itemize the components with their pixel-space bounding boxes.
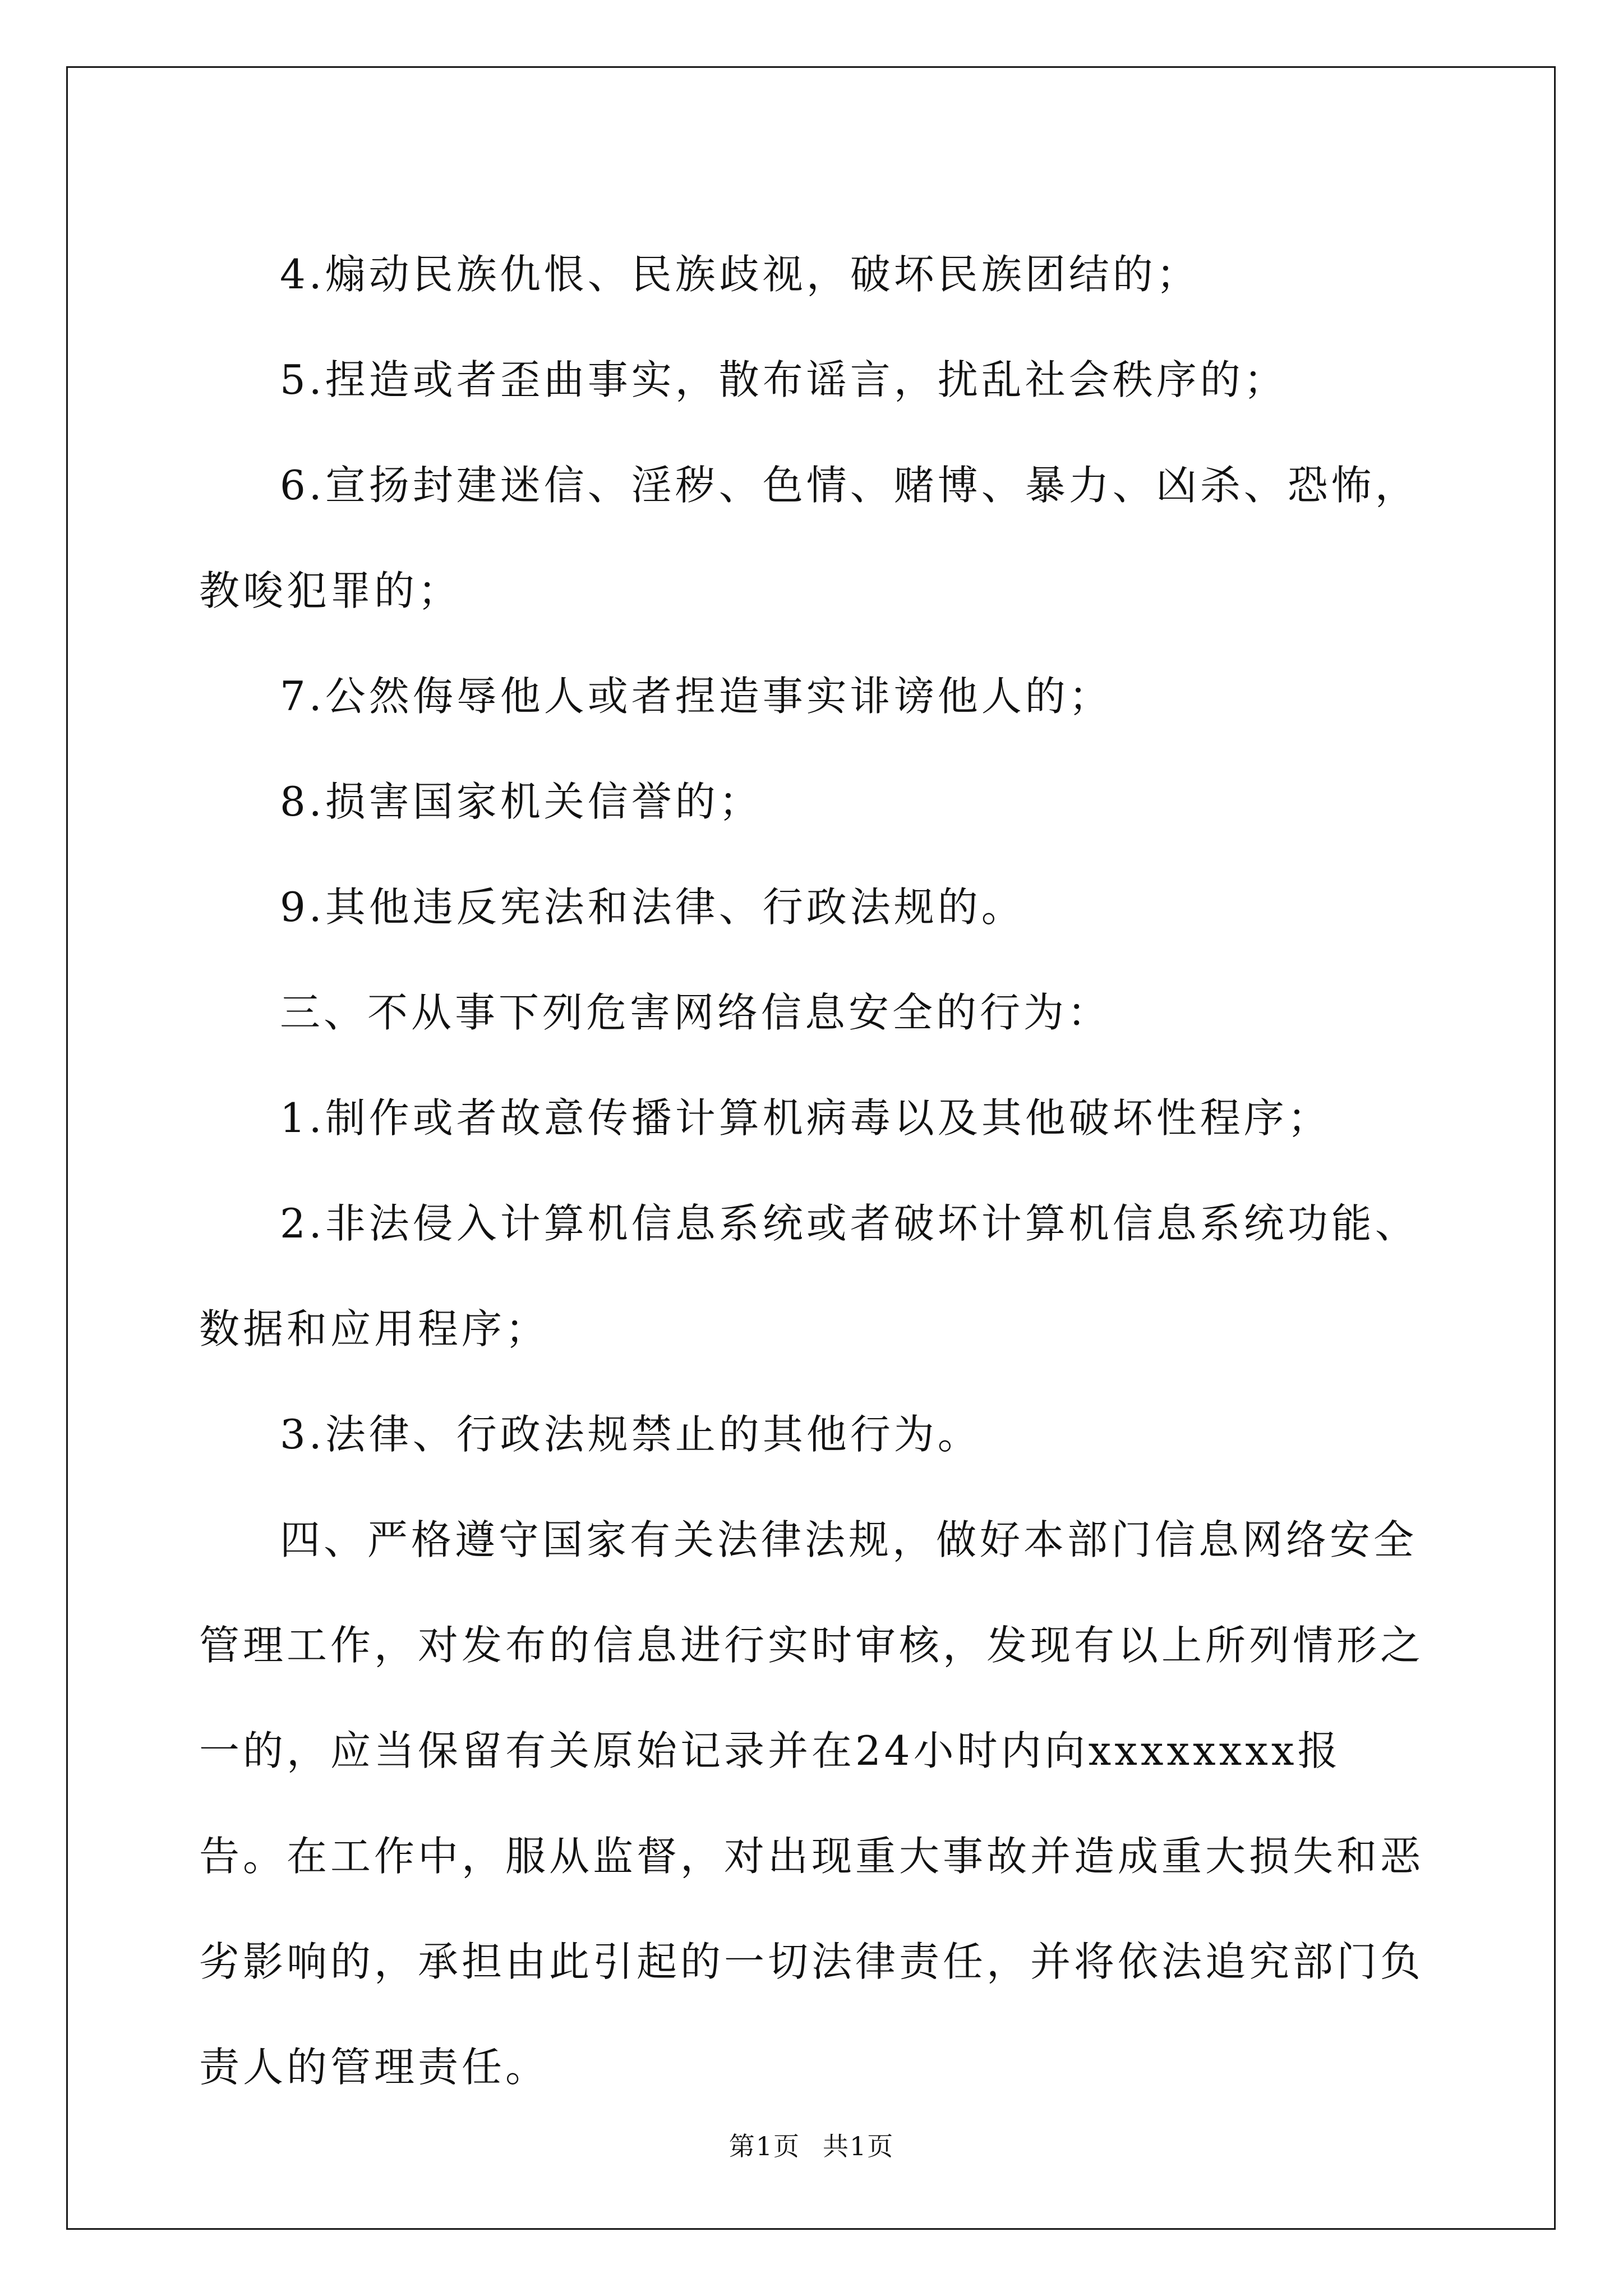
paragraph-item-2: 2.非法侵入计算机信息系统或者破坏计算机信息系统功能、数据和应用程序； — [199, 1200, 1419, 1352]
paragraph-item-3: 3.法律、行政法规禁止的其他行为。 — [280, 1411, 981, 1458]
section-four-paragraph: 四、严格遵守国家有关法律法规，做好本部门信息网络安全管理工作，对发布的信息进行实时审核，发现有以上所列情形之一的，应当保留有关原始记录并在24小时内向xxxxxxxx报告。在工作中，服从监督，对出现重大事故并造成重大损失和恶劣影响的，承担由此引起的一切法律责任，并将依法追究部门负责人的管理责任。 — [199, 1516, 1424, 2091]
paragraph-item-7: 7.公然侮辱他人或者捏造事实诽谤他人的； — [280, 673, 1113, 720]
paragraph-item-5: 5.捏造或者歪曲事实，散布谣言，扰乱社会秩序的； — [280, 356, 1288, 403]
paragraph-item-9: 9.其他违反宪法和法律、行政法规的。 — [280, 884, 1025, 931]
page-total-label: 共1页 — [823, 2131, 895, 2161]
paragraph-item-1: 1.制作或者故意传播计算机病毒以及其他破坏性程序； — [280, 1094, 1331, 1142]
paragraph-item-4: 4.煽动民族仇恨、民族歧视，破坏民族团结的； — [280, 251, 1200, 298]
page-footer — [0, 2126, 1623, 2163]
paragraph-item-8: 8.损害国家机关信誉的； — [280, 778, 763, 825]
section-heading-three: 三、不从事下列危害网络信息安全的行为： — [280, 989, 1112, 1036]
document-body — [199, 222, 1427, 2120]
paragraph-item-6: 6.宣扬封建迷信、淫秽、色情、赌博、暴力、凶杀、恐怖，教唆犯罪的； — [199, 462, 1419, 614]
page-current-label: 第1页 — [728, 2131, 800, 2161]
